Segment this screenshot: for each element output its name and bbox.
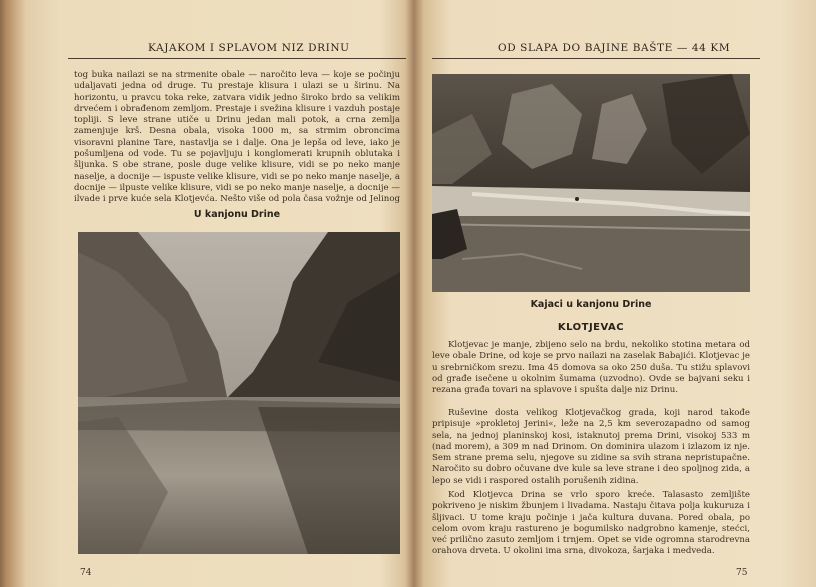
running-head-right: OD SLAPA DO BAJINE BAŠTE — 44 KM [498, 42, 731, 54]
photo-caption-left: U kanjonu Drine [193, 209, 281, 220]
page-number-left: 74 [80, 568, 92, 578]
page-number-right: 75 [736, 568, 748, 578]
paragraph-1: Klotjevac je manje, zbijeno selo na brdu, nekoliko stotina metara od leve obale Drine, od koje se prvo nailazi na zaselak Babajići. Klotjevac je u srebrničkom srezu. Ima 45 domova sa oko 250 duša. Tu stižu splavovi od građe isečene u okolnim šumama (uzvodno). Ovde se bajvani seku i rezana građa tovari na splavove i spušta dalje niz Drinu. [432, 340, 750, 396]
header-rule-right [432, 58, 760, 59]
body-text-left: tog buka nailazi se na strmenite obale — naročito leva — koje se počinju udaljavati jedna od druge. Tu prestaje klisura i ulazi se u širinu. Na horizontu, u pravcu toka reke, zatvara vidik jedno široko brdo sa velikim drvećem i obrađenom zemljom. Prestaje i svežina klisure i vazduh postaje topliji. S leve strane utiče u Drinu jedan mali potok, a crna zemlja zamenjuje krš. Desna obala, visoka 1000 m, sa strmim obroncima visoravni planine Tare, nastavlja se i dalje. Ona je lepša od leve, iako je pošumljena od vode. Tu se pojavljuju i konglomerati krupnih oblutaka i šljunka. S obe strane, posle duge velike klisure, vidi se po neko manje naselje, a docnije — ispuste velike klisure, vidi se po neko manje naselje, a docnije — ilpuste velike klisure, vidi se po neko manje naselje, a docnije — ilvade i prve kuće sela Klotjevća. Nešto više od pola časa vožnje od Jelinog [74, 70, 400, 205]
left-page [28, 0, 406, 587]
right-page [424, 0, 796, 587]
paragraph-2: Ruševine dosta velikog Klotjevačkog grada, koji narod takođe pripisuje »prokletoj Jerini«, leže na 2,5 km severozapadno od samog sela, na jednoj planinskoj kosi, istaknutoj prema Drini, visokoj 533 m (nad morem), a 309 m nad Drinom. On dominira ulazom i izlazom iz nje. Sem strane prema selu, njegove su zidine sa svih strana nepristupačne. Naročito su dobro očuvane dve kule sa leve strane i deo spoljnog zida, a lepo se vidi i raspored ostalih porušenih zidina. [432, 408, 750, 486]
section-heading: KLOTJEVAC [557, 322, 625, 333]
kayaks-photo [432, 74, 750, 292]
photo-caption-right: Kajaci u kanjonu Drine [530, 299, 652, 310]
running-head-left: KAJAKOM I SPLAVOM NIZ DRINU [148, 42, 350, 54]
canyon-photo [78, 232, 400, 554]
paragraph-3: Kod Klotjevca Drina se vrlo sporo kreće. Talasasto zemljište pokriveno je niskim žbunjem i livadama. Nastaju čitava polja kukuruza i šljivaci. U tome kraju počinje i jača kultura duvana. Pored obala, po celom ovom kraju rastureno je bogumilsko nadgrobno kamenje, stećci, već prilično zasuto zemljom i trnjem. Opet se vide ogromna starodrevna orahova drveta. U okolini ima srna, divokoza, šarjaka i medveda. [432, 490, 750, 557]
header-rule-left [68, 58, 406, 59]
